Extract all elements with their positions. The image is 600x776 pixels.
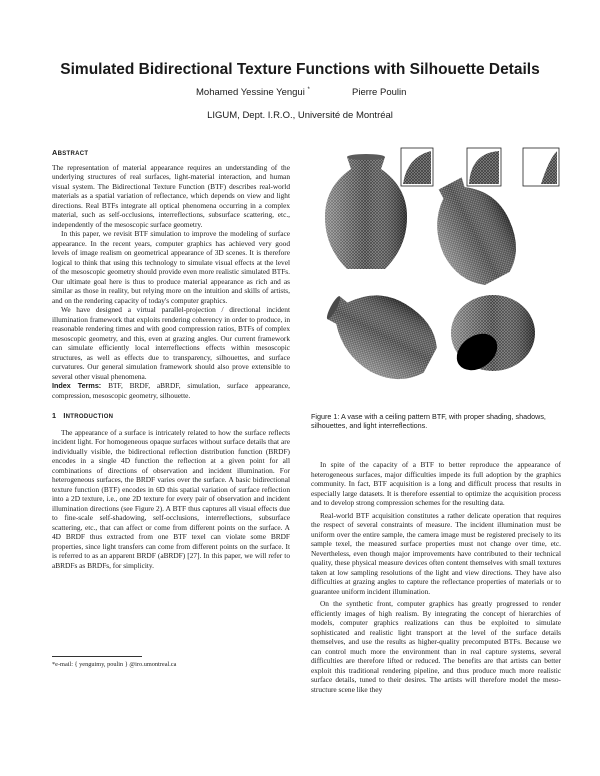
author-1 <box>196 87 310 98</box>
author-1-footnote-mark: * <box>307 87 310 93</box>
figure-1-caption: Figure 1: A vase with a ceiling pattern BTF, with proper shading, shadows, silhouettes, and light interreflections. <box>311 412 546 431</box>
right-paragraph-2: Real-world BTF acquisition constitutes a rather delicate operation that requires the respect of several constraints of measure. The incident illumination must be uniform over the entire sample, the camera image must be registered precisely to its sample texel, the measured surface properties must not change over time, etc. Nevertheless, even though major improvements have contributed to their technical quality, these physical measure devices often content themselves with small textures taken at low sampling resolutions of the light and view directions. They have also difficulties at grazing angles to capture the reflectance properties of materials or to guarantee uniform incident illumination. <box>311 510 561 596</box>
figure-1-image <box>311 147 561 397</box>
footnote-rule <box>52 656 142 657</box>
vase-lying <box>313 274 449 394</box>
introduction-number: 1 <box>52 411 57 420</box>
footnote: *e-mail: { yenguimy, poulin } @iro.umontreal.ca <box>52 661 177 668</box>
closeup-inset-2 <box>467 148 501 186</box>
left-column <box>52 148 290 570</box>
paper-title: Simulated Bidirectional Texture Functions with Silhouette Details <box>60 61 540 78</box>
author-2: Pierre Poulin <box>352 87 407 98</box>
author-1-name: Mohamed Yessine Yengui <box>196 87 305 99</box>
right-paragraph-1: In spite of the capacity of a BTF to better reproduce the appearance of heterogeneous surfaces, major difficulties impede its full adoption by the graphics community. In fact, BTF acquisition is a long and difficult process that results in especially large datasets. It is therefore essential to optimize the acquisition process and to develop strong compression schemes for the resulting data. <box>311 460 561 507</box>
introduction-paragraph-1: The appearance of a surface is intricately related to how the surface reflects incident light. For homogeneous opaque surfaces without surface details that are individually visible, the bidirectional reflection distribution function (BRDF) encodes in a single 4D function the reflection at a given point for all combinations of directions of observation and incident illumination. For heterogeneous surfaces, the BRDF varies over the surface. A basic bidirectional texture function (BTF) encodes in 6D this spatial variation of surface reflection into a 2D texture, i.e., one 2D texture for every pair of observation and incident illumination directions (see Figure 2). A BTF thus captures all visual effects due to fine-scale self-shadowing, self-occlusions, interreflections, subsurface scattering, etc., that can affect or come from different points on the surface. A 4D BRDF thus extracted from one BTF texel can violate some BRDF properties, since light transfers can come from different points on the surface. It is referred to as an apparent BRDF (aBRDF) [27]. In this paper, we will refer to aBRDFs as BRDFs, for simplicity. <box>52 427 290 570</box>
abstract-paragraph-2: In this paper, we revisit BTF simulation to improve the modeling of surface appearance. In the recent years, computer graphics has achieved very good levels of image realism on geometrical appearance of 3D scenes. It is therefore logical to think that using this technology to simulate visual effects at the level of the mesoscopic geometry should provide even more realistic simulated BTFs. Our ultimate goal here is thus to produce material appearance as rich and as similar as those in reality, but relying more on the intuition and skills of artists, and on the rendering capacity of today's computer graphics. <box>52 229 290 305</box>
vase-top-view <box>450 295 535 378</box>
index-terms-label: Index Terms: <box>52 381 102 390</box>
figure-1 <box>311 147 561 397</box>
index-terms <box>52 381 290 400</box>
affiliation: LIGUM, Dept. I.R.O., Université de Montréal <box>207 110 393 121</box>
closeup-inset-3 <box>523 148 559 186</box>
vase-upright <box>325 154 407 269</box>
index-terms-text: BTF, BRDF, aBRDF, simulation, surface appearance, compression, mesoscopic geometry, silhouette. <box>52 381 290 400</box>
right-column <box>311 460 561 694</box>
abstract-heading: ABSTRACT <box>52 148 89 157</box>
right-paragraph-3: On the synthetic front, computer graphics has greatly progressed to render efficiently images of high realism. By integrating the concept of hierarchies of models, computer graphics realizations can thus be exploited to simulate sophisticated and realistic light transport at the level of the surface details themselves, and use the results as higher-quality precomputed BTFs. Because we can control much more the environment than in real capture systems, several difficulties are therefore lifted or reduced. The benefits are that artists can better exploit this traditional rendering pipeline, and thus produce much more realistic surface details, tuned to their desires. The artists will therefore model the meso-structure scene like they <box>311 599 561 694</box>
closeup-inset-1 <box>401 148 433 186</box>
abstract-paragraph-1: The representation of material appearance requires an understanding of the underlying structures of real surfaces, light-material interaction, and human visual system. The Bidirectional Texture Function (BTF) describes real-world materials as a spatial variation of reflectance, which depends on view and light directions. Real BTFs integrate all optical phenomena occurring in a complex material, such as self-occlusions, interreflections, subsurface scattering, etc., independently of the mesoscopic surface geometry. <box>52 162 290 229</box>
abstract-paragraph-3: We have designed a virtual parallel-projection / directional incident illumination framework that exploits rendering coherency in order to produce, in reasonable rendering times and with good compression ratios, BTFs of complex mesoscopic geometry, and this, even at grazing angles. Our current framework can simulate efficiently local interreflections effects within mesoscopic structures, as well as effects due to transparency, silhouettes, and surface curvatures. Our general simulation framework should also prove extensible to several other visual phenomena. <box>52 305 290 381</box>
introduction-heading: 1 INTRODUCTION <box>52 411 114 420</box>
